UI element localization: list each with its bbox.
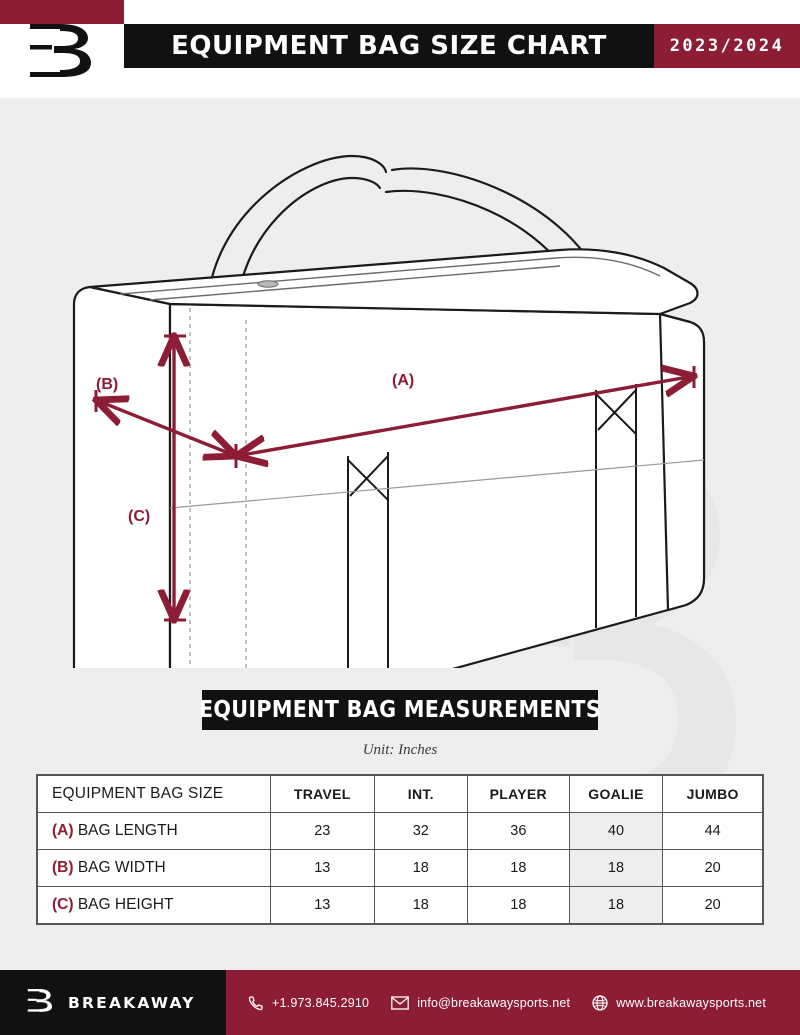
dimension-label-b: (B) (96, 376, 119, 393)
footer-email[interactable] (391, 996, 570, 1010)
footer-contact-bar (226, 970, 800, 1035)
breakaway-b-logo-icon (24, 20, 104, 82)
column-header-size: EQUIPMENT BAG SIZE (38, 776, 271, 813)
footer-brand-name: BREAKAWAY (68, 993, 196, 1012)
column-header-jumbo: JUMBO (663, 776, 763, 813)
cell-length-player: 36 (468, 813, 570, 850)
cell-height-int: 18 (374, 887, 467, 924)
page-title (124, 24, 654, 68)
table-row (38, 850, 763, 887)
season-badge (654, 24, 800, 68)
row-name-bag-length: BAG LENGTH (77, 822, 178, 839)
row-tag-b: (B) (52, 859, 74, 876)
cell-length-goalie: 40 (569, 813, 663, 850)
dimension-label-a: (A) (392, 372, 415, 389)
breakaway-b-logo-icon (26, 987, 56, 1019)
column-header-travel: TRAVEL (270, 776, 374, 813)
footer-phone[interactable] (248, 995, 369, 1011)
measurements-banner (198, 690, 602, 730)
cell-width-goalie: 18 (569, 850, 663, 887)
envelope-icon (391, 996, 409, 1010)
illustration-area (0, 98, 800, 970)
cell-length-int: 32 (374, 813, 467, 850)
phone-icon (248, 995, 264, 1011)
cell-height-goalie: 18 (569, 887, 663, 924)
table-header-row (38, 776, 763, 813)
cell-height-player: 18 (468, 887, 570, 924)
measurements-table (36, 774, 764, 925)
page-title-text: EQUIPMENT BAG SIZE CHART (171, 31, 607, 61)
footer-brand (0, 970, 226, 1035)
column-header-player: PLAYER (468, 776, 570, 813)
cell-width-int: 18 (374, 850, 467, 887)
row-name-bag-width: BAG WIDTH (77, 859, 166, 876)
table-row (38, 887, 763, 924)
cell-width-travel: 13 (270, 850, 374, 887)
row-label-bag-height (38, 887, 271, 924)
unit-note: Unit: Inches (362, 742, 438, 758)
globe-icon (592, 995, 608, 1011)
column-header-int: INT. (374, 776, 467, 813)
footer-website-text: www.breakawaysports.net (616, 995, 766, 1010)
cell-height-jumbo: 20 (663, 887, 763, 924)
table-row (38, 813, 763, 850)
row-name-bag-height: BAG HEIGHT (77, 896, 174, 913)
season-badge-text: 2023/2024 (669, 36, 785, 56)
row-tag-c: (C) (52, 896, 74, 913)
row-label-bag-width (38, 850, 271, 887)
cell-length-jumbo: 44 (663, 813, 763, 850)
duffel-bag-illustration (0, 108, 800, 668)
footer-phone-text: +1.973.845.2910 (272, 995, 370, 1010)
cell-length-travel: 23 (270, 813, 374, 850)
page-footer (0, 970, 800, 1035)
footer-website[interactable] (592, 995, 766, 1011)
row-label-bag-length (38, 813, 271, 850)
cell-width-jumbo: 20 (663, 850, 763, 887)
measurements-banner-text: EQUIPMENT BAG MEASUREMENTS (198, 697, 602, 723)
cell-height-travel: 13 (270, 887, 374, 924)
row-tag-a: (A) (52, 822, 74, 839)
footer-email-text: info@breakawaysports.net (417, 995, 571, 1010)
page-header (0, 0, 800, 98)
cell-width-player: 18 (468, 850, 570, 887)
dimension-label-c: (C) (128, 508, 151, 525)
column-header-goalie: GOALIE (569, 776, 663, 813)
